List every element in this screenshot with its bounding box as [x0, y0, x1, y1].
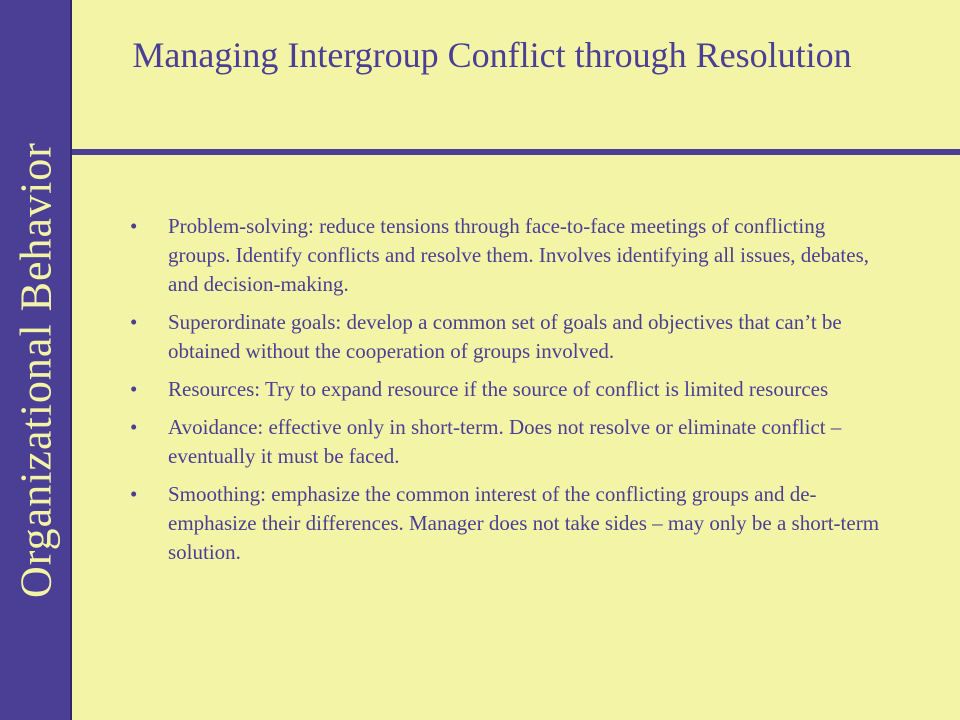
- slide-title: Managing Intergroup Conflict through Resolution: [132, 35, 852, 75]
- bullet-icon: •: [130, 377, 138, 401]
- list-item: [130, 413, 890, 471]
- sidebar-band: [0, 0, 72, 720]
- bullet-icon: •: [130, 214, 138, 238]
- title-divider: [72, 149, 960, 155]
- list-item: [130, 480, 890, 567]
- list-item: [130, 375, 890, 404]
- bullet-list: [130, 212, 890, 576]
- bullet-text: Smoothing: emphasize the common interest of the conflicting groups and de-emphasize their differences. Manager does not take sides – may only be a short-term solution.: [168, 482, 880, 564]
- bullet-icon: •: [130, 415, 138, 439]
- bullet-text: Resources: Try to expand resource if the source of conflict is limited resources: [168, 377, 829, 401]
- bullet-text: Problem-solving: reduce tensions through face-to-face meetings of conflicting groups. Identify conflicts and resolve them. Involves identifying all issues, debates, and decision-making.: [168, 214, 870, 296]
- sidebar-title: Organizational Behavior: [11, 142, 61, 598]
- list-item: [130, 212, 890, 299]
- list-item: [130, 308, 890, 366]
- bullet-icon: •: [130, 482, 138, 506]
- bullet-text: Avoidance: effective only in short-term. Does not resolve or eliminate conflict – eventually it must be faced.: [168, 415, 842, 468]
- bullet-text: Superordinate goals: develop a common set of goals and objectives that can’t be obtained without the cooperation of groups involved.: [168, 310, 842, 363]
- bullet-icon: •: [130, 310, 138, 334]
